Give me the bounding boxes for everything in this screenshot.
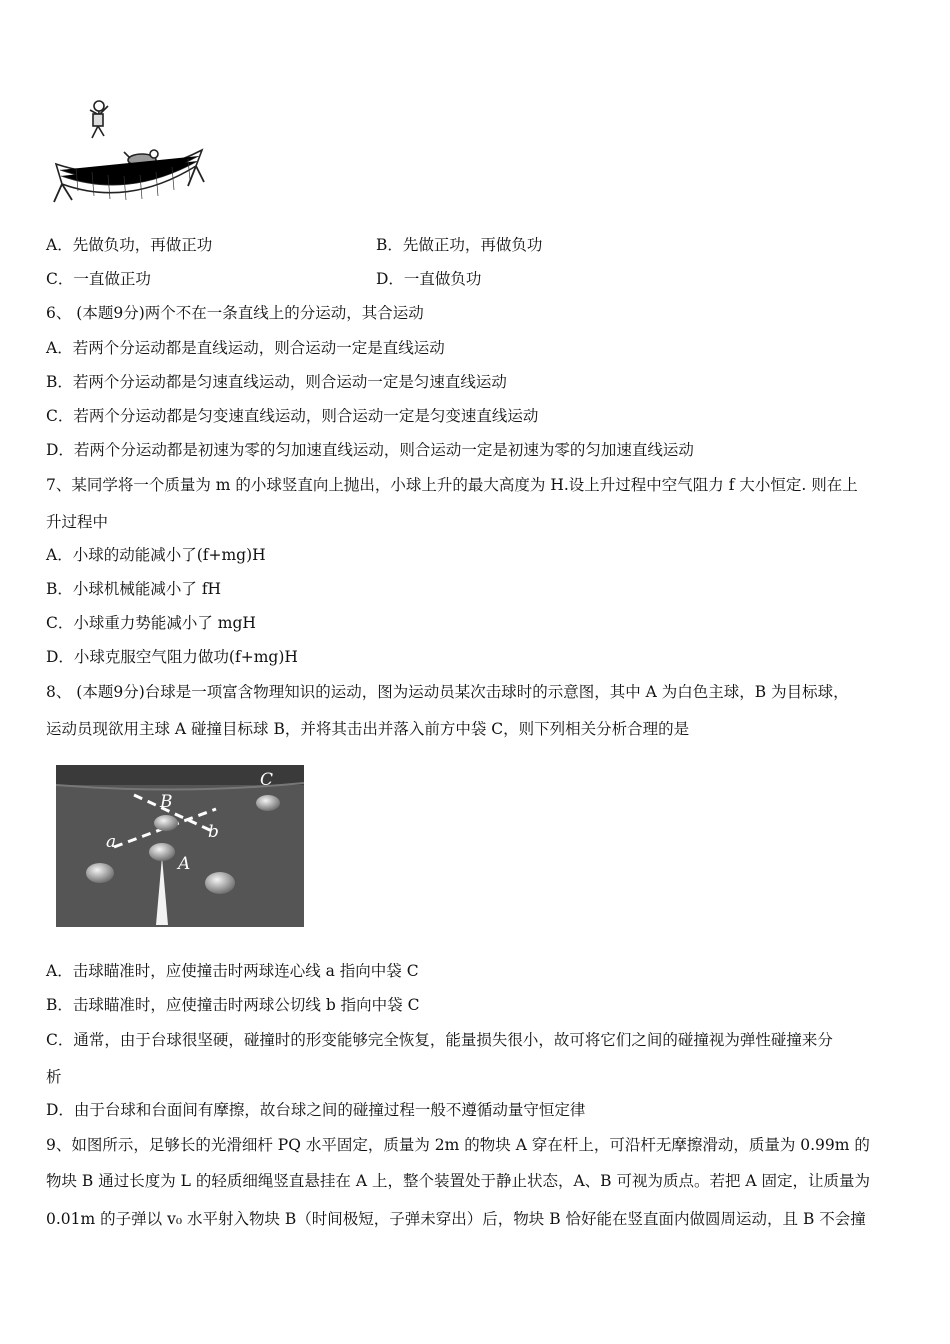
q8-option-c-line1: C．通常，由于台球很坚硬，碰撞时的形变能够完全恢复，能量损失很小，故可将它们之间的碰撞视为弹性碰撞来分 [46, 1031, 833, 1049]
q8-option-c-line2: 析 [46, 1068, 62, 1086]
q6-option-b: B．若两个分运动都是匀速直线运动，则合运动一定是匀速直线运动 [46, 373, 507, 391]
q8-option-b: B．击球瞄准时，应使撞击时两球公切线 b 指向中袋 C [46, 996, 420, 1014]
q6-option-a: A．若两个分运动都是直线运动，则合运动一定是直线运动 [46, 339, 445, 357]
ball-a [149, 843, 175, 861]
q8-option-d: D．由于台球和台面间有摩擦，故台球之间的碰撞过程一般不遵循动量守恒定律 [46, 1101, 586, 1119]
ball-b [154, 815, 178, 831]
q5-option-c: C．一直做正功 [46, 270, 151, 288]
q5-option-a: A．先做负功，再做正功 [46, 236, 213, 254]
q6-stem: 6、 (本题9分)两个不在一条直线上的分运动，其合运动 [46, 304, 424, 322]
q9-line3: 0.01m 的子弹以 v₀ 水平射入物块 B（时间极短，子弹未穿出）后，物块 B 恰好能在竖直面内做圆周运动，且 B 不会撞 [46, 1210, 866, 1228]
label-b-line: b [208, 822, 219, 842]
q5-option-b: B．先做正功，再做负功 [376, 236, 543, 254]
q7-option-d: D．小球克服空气阻力做功(f+mg)H [46, 648, 298, 666]
q7-stem-line1: 7、某同学将一个质量为 m 的小球竖直向上抛出，小球上升的最大高度为 H.设上升过程中空气阻力 f 大小恒定. 则在上 [46, 476, 858, 494]
billiards-figure [56, 765, 304, 927]
q7-option-a: A．小球的动能减小了(f+mg)H [46, 546, 266, 564]
trampoline-figure [46, 96, 210, 216]
q5-option-d: D．一直做负功 [376, 270, 482, 288]
q6-option-d: D．若两个分运动都是初速为零的匀加速直线运动，则合运动一定是初速为零的匀加速直线运动 [46, 441, 694, 459]
label-b: B [160, 792, 173, 812]
q7-option-b: B．小球机械能减小了 fH [46, 580, 222, 598]
q7-stem-line2: 升过程中 [46, 513, 109, 531]
label-c: C [260, 770, 274, 790]
q8-stem-line2: 运动员现欲用主球 A 碰撞目标球 B，并将其击出并落入前方中袋 C，则下列相关分析合理的是 [46, 720, 690, 738]
label-a-ball: A [178, 854, 191, 874]
q9-line2: 物块 B 通过长度为 L 的轻质细绳竖直悬挂在 A 上，整个装置处于静止状态，A、B 可视为质点。若把 A 固定，让质量为 [46, 1172, 871, 1190]
label-a-line: a [106, 832, 117, 852]
q7-option-c: C．小球重力势能减小了 mgH [46, 614, 256, 632]
q9-line1: 9、如图所示，足够长的光滑细杆 PQ 水平固定，质量为 2m 的物块 A 穿在杆上，可沿杆无摩擦滑动，质量为 0.99m 的 [46, 1136, 870, 1154]
q8-option-a: A．击球瞄准时，应使撞击时两球连心线 a 指向中袋 C [46, 962, 419, 980]
q8-stem-line1: 8、 (本题9分)台球是一项富含物理知识的运动，图为运动员某次击球时的示意图，其中 A 为白色主球，B 为目标球， [46, 683, 849, 701]
q6-option-c: C．若两个分运动都是匀变速直线运动，则合运动一定是匀变速直线运动 [46, 407, 539, 425]
